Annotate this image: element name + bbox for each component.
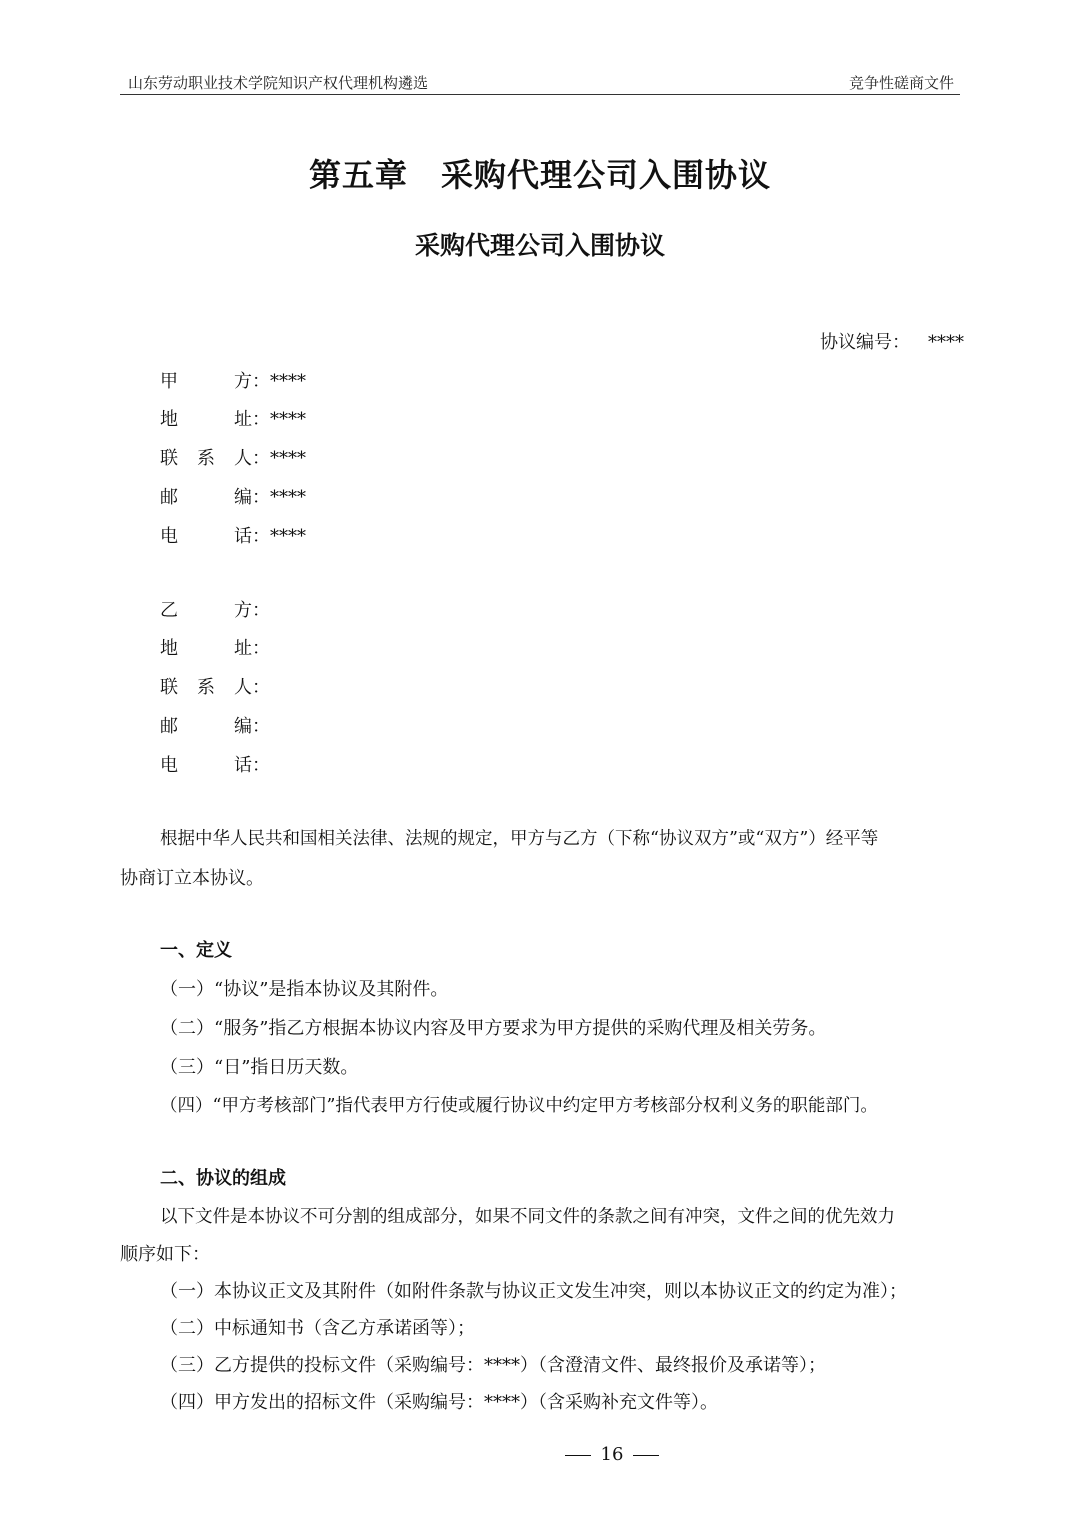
party-a-contact-row (160, 444, 306, 470)
postcode-value: **** (270, 487, 306, 508)
section-2-intro-line-2: 顺序如下： (120, 1244, 210, 1265)
section-1-title: 一、定义 (160, 940, 232, 961)
phone-label: 电话 (160, 755, 252, 776)
contact-value: **** (270, 448, 306, 469)
section-2-item: （三）乙方提供的投标文件（采购编号：****）（含澄清文件、最终报价及承诺等）； (160, 1355, 826, 1376)
section-2-item: （一）本协议正文及其附件（如附件条款与协议正文发生冲突，则以本协议正文的约定为准）； (160, 1281, 907, 1302)
party-a-postcode-row (160, 483, 306, 509)
colon: ： (252, 526, 270, 547)
phone-label: 电话 (160, 526, 252, 547)
dash-left (565, 1455, 591, 1456)
contact-label: 联系人 (160, 677, 252, 698)
party-b-contact-row (160, 673, 270, 699)
party-a-label: 甲方 (160, 371, 252, 392)
section-2-title: 二、协议的组成 (160, 1168, 286, 1189)
section-1-item: （二）“服务”指乙方根据本协议内容及甲方要求为甲方提供的采购代理及相关劳务。 (160, 1018, 827, 1039)
agreement-title: 采购代理公司入围协议 (414, 231, 665, 260)
colon: ： (252, 716, 270, 737)
intro-line-2: 协商订立本协议。 (120, 868, 264, 889)
section-2-item: （二）中标通知书（含乙方承诺函等）； (160, 1318, 475, 1339)
agreement-number-value: **** (928, 332, 964, 353)
header-left-title: 山东劳动职业技术学院知识产权代理机构遴选 (128, 74, 429, 92)
header-right-title: 竞争性磋商文件 (848, 74, 954, 92)
contact-label: 联系人 (160, 448, 252, 469)
chapter-title: 第五章 采购代理公司入围协议 (308, 156, 771, 194)
colon: ： (252, 448, 270, 469)
party-a-row (160, 367, 306, 393)
section-2-item: （四）甲方发出的招标文件（采购编号：****）（含采购补充文件等）。 (160, 1392, 718, 1413)
intro-line-1: 根据中华人民共和国相关法律、法规的规定，甲方与乙方（下称“协议双方”或“双方”）经平等 (160, 829, 879, 849)
party-b-row (160, 596, 270, 622)
colon: ： (252, 600, 270, 621)
party-b-phone-row (160, 751, 270, 777)
section-2-intro-line-1: 以下文件是本协议不可分割的组成部分，如果不同文件的条款之间有冲突，文件之间的优先效力 (160, 1207, 895, 1227)
agreement-number (820, 328, 964, 354)
page-number-value: 16 (600, 1444, 624, 1465)
colon: ： (252, 371, 270, 392)
postcode-label: 邮编 (160, 716, 252, 737)
party-b-label: 乙方 (160, 600, 252, 621)
party-a-value: **** (270, 371, 306, 392)
header-rule (120, 94, 960, 95)
colon: ： (252, 409, 270, 430)
party-b-address-row (160, 634, 270, 660)
party-b-postcode-row (160, 712, 270, 738)
phone-value: **** (270, 526, 306, 547)
address-value: **** (270, 409, 306, 430)
colon: ： (252, 677, 270, 698)
agreement-number-label: 协议编号： (820, 332, 910, 353)
party-a-address-row (160, 405, 306, 431)
colon: ： (252, 755, 270, 776)
address-label: 地址 (160, 638, 252, 659)
party-a-phone-row (160, 522, 306, 548)
section-1-item: （三）“日”指日历天数。 (160, 1057, 359, 1078)
section-1-item: （四）“甲方考核部门”指代表甲方行使或履行协议中约定甲方考核部分权利义务的职能部门。 (160, 1096, 878, 1116)
dash-right (633, 1455, 659, 1456)
postcode-label: 邮编 (160, 487, 252, 508)
colon: ： (252, 487, 270, 508)
address-label: 地址 (160, 409, 252, 430)
colon: ： (252, 638, 270, 659)
section-1-item: （一）“协议”是指本协议及其附件。 (160, 979, 449, 1000)
page-number (0, 1444, 1080, 1465)
